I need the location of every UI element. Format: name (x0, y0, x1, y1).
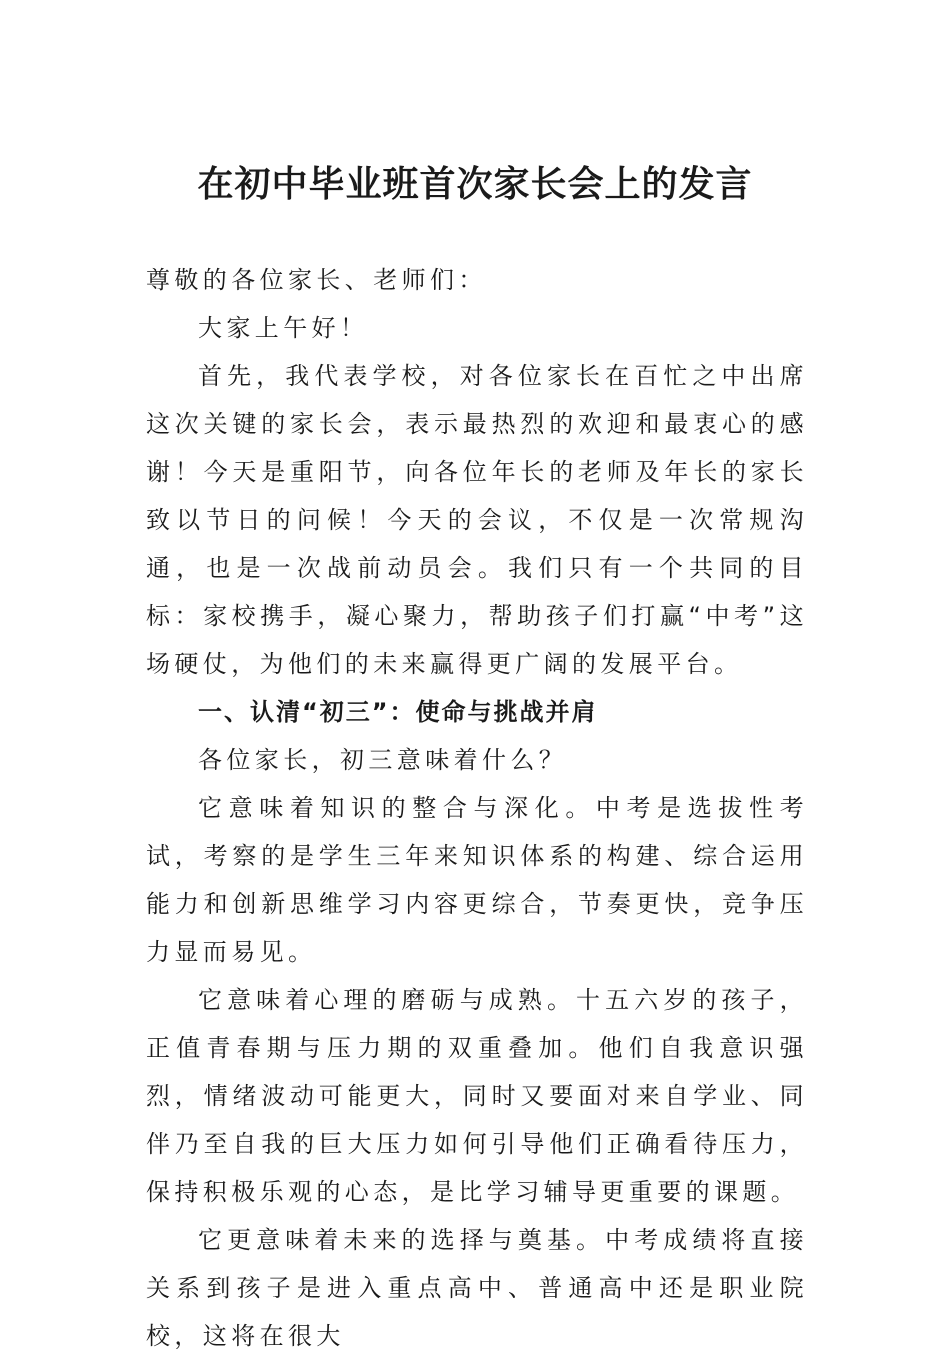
intro-paragraph: 首先，我代表学校，对各位家长在百忙之中出席这次关键的家长会，表示最热烈的欢迎和最衷心的感谢！今天是重阳节，向各位年长的老师及年长的家长致以节日的问候！今天的会议，不仅是一次常规沟通，也是一次战前动员会。我们只有一个共同的目标：家校携手，凝心聚力，帮助孩子们打赢“中考”这场硬仗，为他们的未来赢得更广阔的发展平台。 (146, 362, 808, 678)
paragraph-future: 它更意味着未来的选择与奠基。中考成绩将直接关系到孩子是进入重点高中、普通高中还是职业院校，这将在很大 (146, 1226, 808, 1350)
section-heading: 一、认清“初三”：使命与挑战并肩 (198, 698, 598, 726)
greeting: 大家上午好！ (198, 314, 369, 342)
salutation: 尊敬的各位家长、老师们： (146, 266, 487, 294)
document-body (146, 256, 808, 1360)
page-title: 在初中毕业班首次家长会上的发言 (197, 163, 753, 205)
section-question: 各位家长，初三意味着什么？ (198, 746, 568, 774)
paragraph-knowledge: 它意味着知识的整合与深化。中考是选拔性考试，考察的是学生三年来知识体系的构建、综合运用能力和创新思维学习内容更综合，节奏更快，竞争压力显而易见。 (146, 794, 808, 966)
paragraph-psychology: 它意味着心理的磨砺与成熟。十五六岁的孩子，正值青春期与压力期的双重叠加。他们自我意识强烈，情绪波动可能更大，同时又要面对来自学业、同伴乃至自我的巨大压力如何引导他们正确看待压力，保持积极乐观的心态，是比学习辅导更重要的课题。 (146, 986, 808, 1206)
